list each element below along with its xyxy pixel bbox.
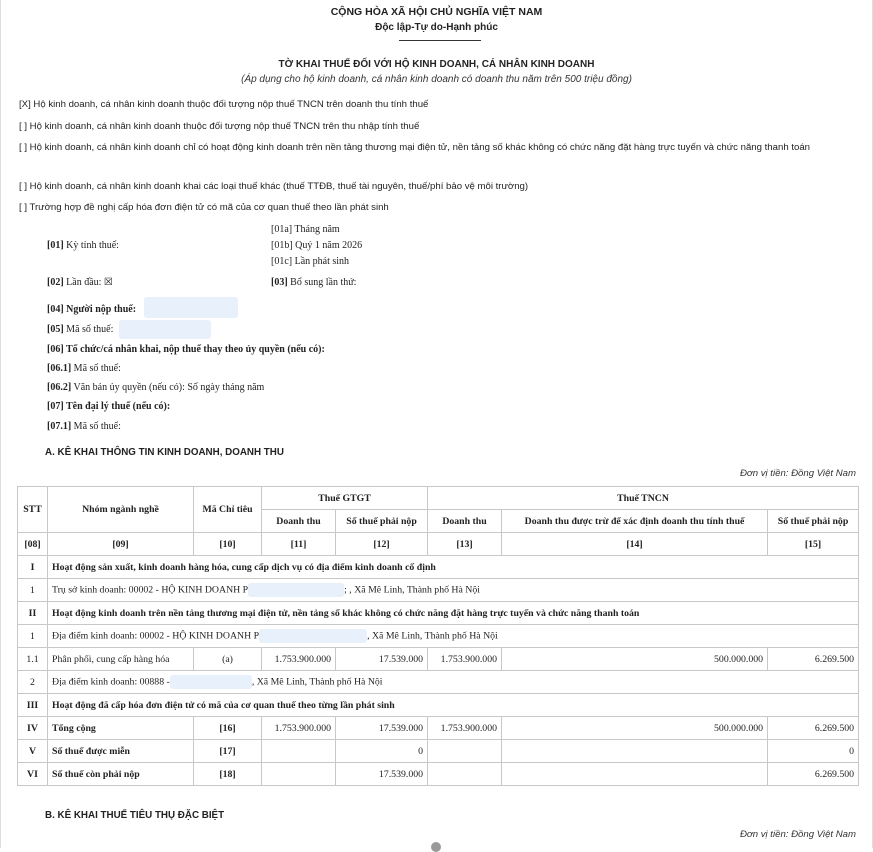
row-text: Số thuế còn phải nộp — [48, 763, 194, 786]
field-06-1: [06.1] Mã số thuế: — [47, 363, 121, 374]
field-07: [07] Tên đại lý thuế (nếu có): — [47, 401, 171, 412]
field-02: [02] Lần đầu: ☒ — [47, 277, 113, 288]
row-text: Số thuế được miễn — [48, 740, 194, 763]
row-stt: VI — [18, 763, 48, 786]
form-title: TỜ KHAI THUẾ ĐỐI VỚI HỘ KINH DOANH, CÁ NHÂN KINH DOANH — [278, 59, 595, 70]
code-cell: [12] — [336, 533, 428, 556]
redacted-taxpayer-name — [144, 297, 238, 318]
row-text: Hoạt động đã cấp hóa đơn điện tử có mã của cơ quan thuế theo từng lần phát sinh — [48, 694, 859, 717]
pit-revenue — [428, 763, 502, 786]
row-code: (a) — [194, 648, 262, 671]
redacted-business-name — [170, 675, 252, 689]
pit-deduction: 500.000.000 — [502, 648, 768, 671]
pit-deduction — [502, 740, 768, 763]
pit-revenue: 1.753.900.000 — [428, 648, 502, 671]
field-07-1: [07.1] Mã số thuế: — [47, 421, 121, 432]
form-subtitle: (Áp dụng cho hộ kinh doanh, cá nhân kinh doanh có doanh thu năm trên 500 triệu đồng) — [241, 74, 632, 85]
field-06: [06] Tổ chức/cá nhân khai, nộp thuế thay theo ủy quyền (nếu có): — [47, 344, 325, 355]
redacted-business-name — [248, 583, 344, 597]
option-pit-on-revenue[interactable]: [X] Hộ kinh doanh, cá nhân kinh doanh thuộc đối tượng nộp thuế TNCN trên doanh thu tính thuế — [19, 99, 429, 110]
header-vat-revenue: Doanh thu — [262, 510, 336, 533]
table-row — [18, 556, 859, 579]
row-text: Phân phối, cung cấp hàng hóa — [48, 648, 194, 671]
currency-unit-b: Đơn vị tiền: Đồng Việt Nam — [739, 829, 856, 840]
option-pit-on-income[interactable]: [ ] Hộ kinh doanh, cá nhân kinh doanh thuộc đối tượng nộp thuế TNCN trên thu nhập tính thuế — [19, 121, 420, 132]
code-cell: [14] — [502, 533, 768, 556]
row-stt: 1.1 — [18, 648, 48, 671]
national-motto: Độc lập-Tự do-Hạnh phúc — [375, 22, 498, 33]
row-stt: I — [18, 556, 48, 579]
redacted-tax-code — [119, 320, 211, 339]
header-group: Nhóm ngành nghề — [48, 487, 194, 533]
section-a-title: A. KÊ KHAI THÔNG TIN KINH DOANH, DOANH THU — [45, 447, 284, 458]
header-pit: Thuế TNCN — [428, 487, 859, 510]
option-invoice-request[interactable]: [ ] Trường hợp đề nghị cấp hóa đơn điện tử có mã của cơ quan thuế theo lần phát sinh — [19, 202, 389, 213]
field-04: [04] Người nộp thuế: — [47, 304, 137, 315]
pit-revenue — [428, 740, 502, 763]
row-stt: IV — [18, 717, 48, 740]
section-b-title: B. KÊ KHAI THUẾ TIÊU THỤ ĐẶC BIỆT — [45, 810, 225, 821]
row-stt: II — [18, 602, 48, 625]
pit-deduction — [502, 763, 768, 786]
row-text: Hoạt động sản xuất, kinh doanh hàng hóa, cung cấp dịch vụ có địa điểm kinh doanh cố định — [48, 556, 859, 579]
pit-revenue: 1.753.900.000 — [428, 717, 502, 740]
vat-revenue: 1.753.900.000 — [262, 717, 336, 740]
table-row — [18, 740, 859, 763]
row-code: [16] — [194, 717, 262, 740]
code-cell: [11] — [262, 533, 336, 556]
row-stt: V — [18, 740, 48, 763]
header-stt: STT — [18, 487, 48, 533]
option-other-taxes[interactable]: [ ] Hộ kinh doanh, cá nhân kinh doanh khai các loại thuế khác (thuế TTĐB, thuế tài nguyên, thuế/phí bảo vệ môi trường) — [19, 181, 529, 192]
table-header-row — [18, 487, 859, 510]
scroll-indicator[interactable] — [431, 842, 441, 852]
currency-unit: Đơn vị tiền: Đồng Việt Nam — [739, 468, 856, 479]
pit-deduction: 500.000.000 — [502, 717, 768, 740]
field-03: [03] Bổ sung lần thứ: — [271, 277, 357, 288]
field-01b: [01b] Quý 1 năm 2026 — [271, 240, 363, 251]
vat-revenue — [262, 763, 336, 786]
vat-tax: 17.539.000 — [336, 763, 428, 786]
row-text: Địa điểm kinh doanh: 00888 - , Xã Mê Linh, Thành phố Hà Nội — [48, 671, 859, 694]
table-row — [18, 648, 859, 671]
table-row — [18, 602, 859, 625]
code-cell: [08] — [18, 533, 48, 556]
row-stt: 2 — [18, 671, 48, 694]
vat-revenue: 1.753.900.000 — [262, 648, 336, 671]
table-row — [18, 763, 859, 786]
row-code: [17] — [194, 740, 262, 763]
row-text: Hoạt động kinh doanh trên nền tảng thương mại điện tử, nền tảng số khác không có chức năng đặt hàng trực tuyến và chức năng thanh toán — [48, 602, 859, 625]
header-pit-deduction: Doanh thu được trừ để xác định doanh thu tính thuế — [502, 510, 768, 533]
field-01c: [01c] Lần phát sinh — [271, 256, 350, 267]
header-pit-revenue: Doanh thu — [428, 510, 502, 533]
code-cell: [10] — [194, 533, 262, 556]
code-cell: [13] — [428, 533, 502, 556]
row-stt: 1 — [18, 625, 48, 648]
vat-revenue — [262, 740, 336, 763]
vat-tax: 17.539.000 — [336, 648, 428, 671]
row-code: [18] — [194, 763, 262, 786]
table-row — [18, 717, 859, 740]
table-row — [18, 671, 859, 694]
row-text: Trụ sở kinh doanh: 00002 - HỘ KINH DOANH P ; , Xã Mê Linh, Thành phố Hà Nội — [48, 579, 859, 602]
header-pit-tax: Số thuế phải nộp — [768, 510, 859, 533]
row-text: Địa điểm kinh doanh: 00002 - HỘ KINH DOANH P , Xã Mê Linh, Thành phố Hà Nội — [48, 625, 859, 648]
code-cell: [15] — [768, 533, 859, 556]
code-cell: [09] — [48, 533, 194, 556]
row-stt: 1 — [18, 579, 48, 602]
option-ecommerce-only[interactable]: [ ] Hộ kinh doanh, cá nhân kinh doanh chỉ có hoạt động kinh doanh trên nền tảng thương mại điện tử, nền tảng số khác không có chức năng đặt hàng trực tuyến và chức năng thanh toán — [19, 142, 810, 153]
field-01a: [01a] Tháng năm — [271, 224, 340, 235]
pit-tax: 0 — [768, 740, 859, 763]
motto-divider — [399, 40, 481, 41]
table-row — [18, 694, 859, 717]
revenue-table — [17, 486, 859, 786]
pit-tax: 6.269.500 — [768, 763, 859, 786]
redacted-business-name — [259, 629, 367, 643]
national-title: CỘNG HÒA XÃ HỘI CHỦ NGHĨA VIỆT NAM — [330, 6, 543, 18]
field-05: [05] Mã số thuế: — [47, 324, 114, 335]
table-row — [18, 579, 859, 602]
field-01: [01] Kỳ tính thuế: — [47, 240, 119, 251]
header-vat: Thuế GTGT — [262, 487, 428, 510]
row-text: Tổng cộng — [48, 717, 194, 740]
vat-tax: 17.539.000 — [336, 717, 428, 740]
header-code: Mã Chỉ tiêu — [194, 487, 262, 533]
row-stt: III — [18, 694, 48, 717]
pit-tax: 6.269.500 — [768, 717, 859, 740]
pit-tax: 6.269.500 — [768, 648, 859, 671]
field-06-2: [06.2] Văn bản ủy quyền (nếu có): Số ngày tháng năm — [47, 382, 265, 393]
table-row — [18, 625, 859, 648]
vat-tax: 0 — [336, 740, 428, 763]
table-code-row — [18, 533, 859, 556]
header-vat-tax: Số thuế phải nộp — [336, 510, 428, 533]
